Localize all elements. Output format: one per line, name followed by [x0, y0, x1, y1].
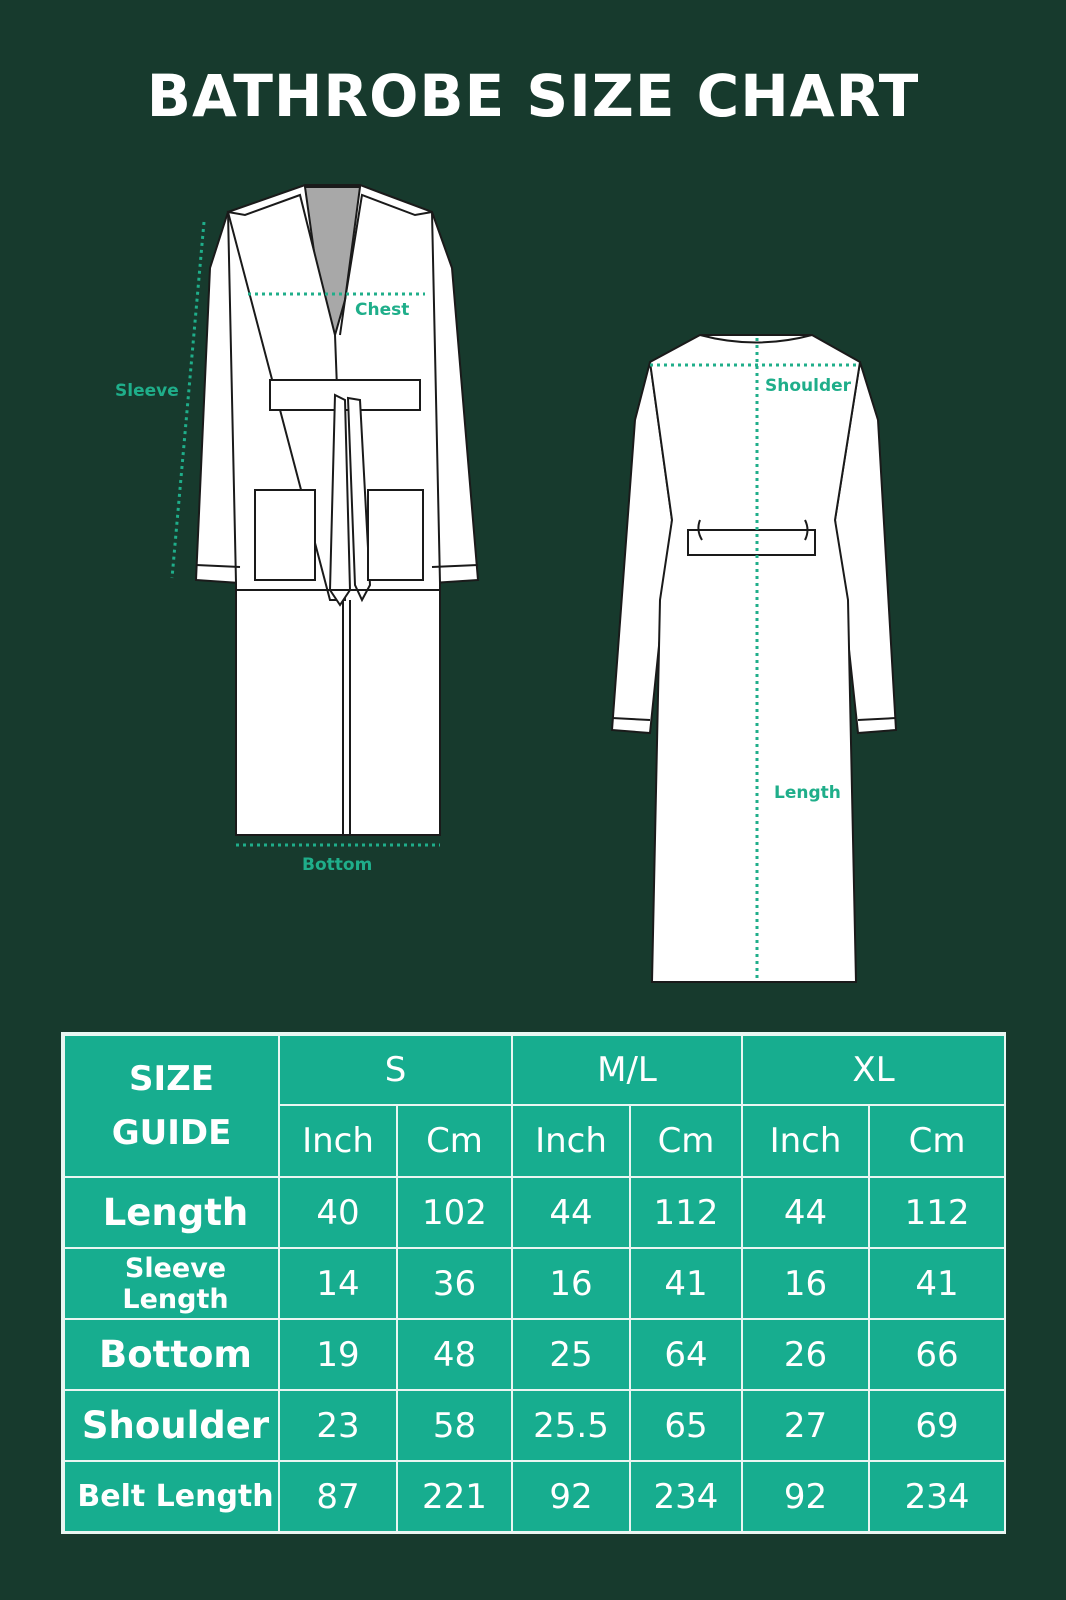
- row-label: Sleeve Length: [64, 1248, 279, 1319]
- sleeve-label: Sleeve: [115, 381, 179, 401]
- unit-header: Cm: [630, 1105, 742, 1177]
- unit-header: Cm: [869, 1105, 1005, 1177]
- table-cell: 25.5: [512, 1390, 630, 1461]
- table-cell: 48: [397, 1319, 512, 1390]
- table-cell: 44: [512, 1177, 630, 1248]
- page-title: BATHROBE SIZE CHART: [146, 62, 920, 130]
- size-guide-label: [64, 1035, 279, 1177]
- length-label: Length: [774, 783, 841, 803]
- table-cell: 25: [512, 1319, 630, 1390]
- table-cell: 36: [397, 1248, 512, 1319]
- table-cell: 44: [742, 1177, 869, 1248]
- row-label: Shoulder: [64, 1390, 279, 1461]
- table-cell: 27: [742, 1390, 869, 1461]
- table-cell: 41: [630, 1248, 742, 1319]
- front-robe-illustration: [196, 185, 478, 835]
- table-cell: 234: [869, 1461, 1005, 1532]
- table-cell: 234: [630, 1461, 742, 1532]
- table-cell: 23: [279, 1390, 397, 1461]
- table-cell: 92: [512, 1461, 630, 1532]
- table-cell: 69: [869, 1390, 1005, 1461]
- size-guide-line2: GUIDE: [111, 1113, 232, 1153]
- table-cell: 65: [630, 1390, 742, 1461]
- table-cell: 221: [397, 1461, 512, 1532]
- unit-header: Inch: [742, 1105, 869, 1177]
- table-cell: 66: [869, 1319, 1005, 1390]
- size-header-xl: XL: [742, 1035, 1005, 1105]
- unit-header: Inch: [279, 1105, 397, 1177]
- unit-header: Cm: [397, 1105, 512, 1177]
- table-cell: 19: [279, 1319, 397, 1390]
- table-row-bottom: [64, 1319, 1005, 1390]
- table-row-length: [64, 1177, 1005, 1248]
- back-robe-illustration: [612, 335, 896, 982]
- bottom-label: Bottom: [302, 855, 373, 875]
- row-label: Bottom: [64, 1319, 279, 1390]
- table-cell: 112: [869, 1177, 1005, 1248]
- table-cell: 112: [630, 1177, 742, 1248]
- shoulder-label: Shoulder: [765, 376, 852, 396]
- table-cell: 58: [397, 1390, 512, 1461]
- table-cell: 102: [397, 1177, 512, 1248]
- size-guide-table: [61, 1032, 1006, 1534]
- size-header-ml: M/L: [512, 1035, 742, 1105]
- table-cell: 40: [279, 1177, 397, 1248]
- table-row-shoulder: [64, 1390, 1005, 1461]
- size-header-s: S: [279, 1035, 512, 1105]
- table-cell: 87: [279, 1461, 397, 1532]
- table-cell: 64: [630, 1319, 742, 1390]
- chest-label: Chest: [355, 300, 410, 320]
- row-label: Belt Length: [64, 1461, 279, 1532]
- table-cell: 92: [742, 1461, 869, 1532]
- table-cell: 41: [869, 1248, 1005, 1319]
- table-row-sleeve-length: [64, 1248, 1005, 1319]
- table-cell: 16: [512, 1248, 630, 1319]
- table-row-belt-length: [64, 1461, 1005, 1532]
- row-label: Length: [64, 1177, 279, 1248]
- size-table: [63, 1034, 1006, 1533]
- table-cell: 14: [279, 1248, 397, 1319]
- table-cell: 16: [742, 1248, 869, 1319]
- table-cell: 26: [742, 1319, 869, 1390]
- size-guide-line1: SIZE: [128, 1059, 215, 1099]
- unit-header: Inch: [512, 1105, 630, 1177]
